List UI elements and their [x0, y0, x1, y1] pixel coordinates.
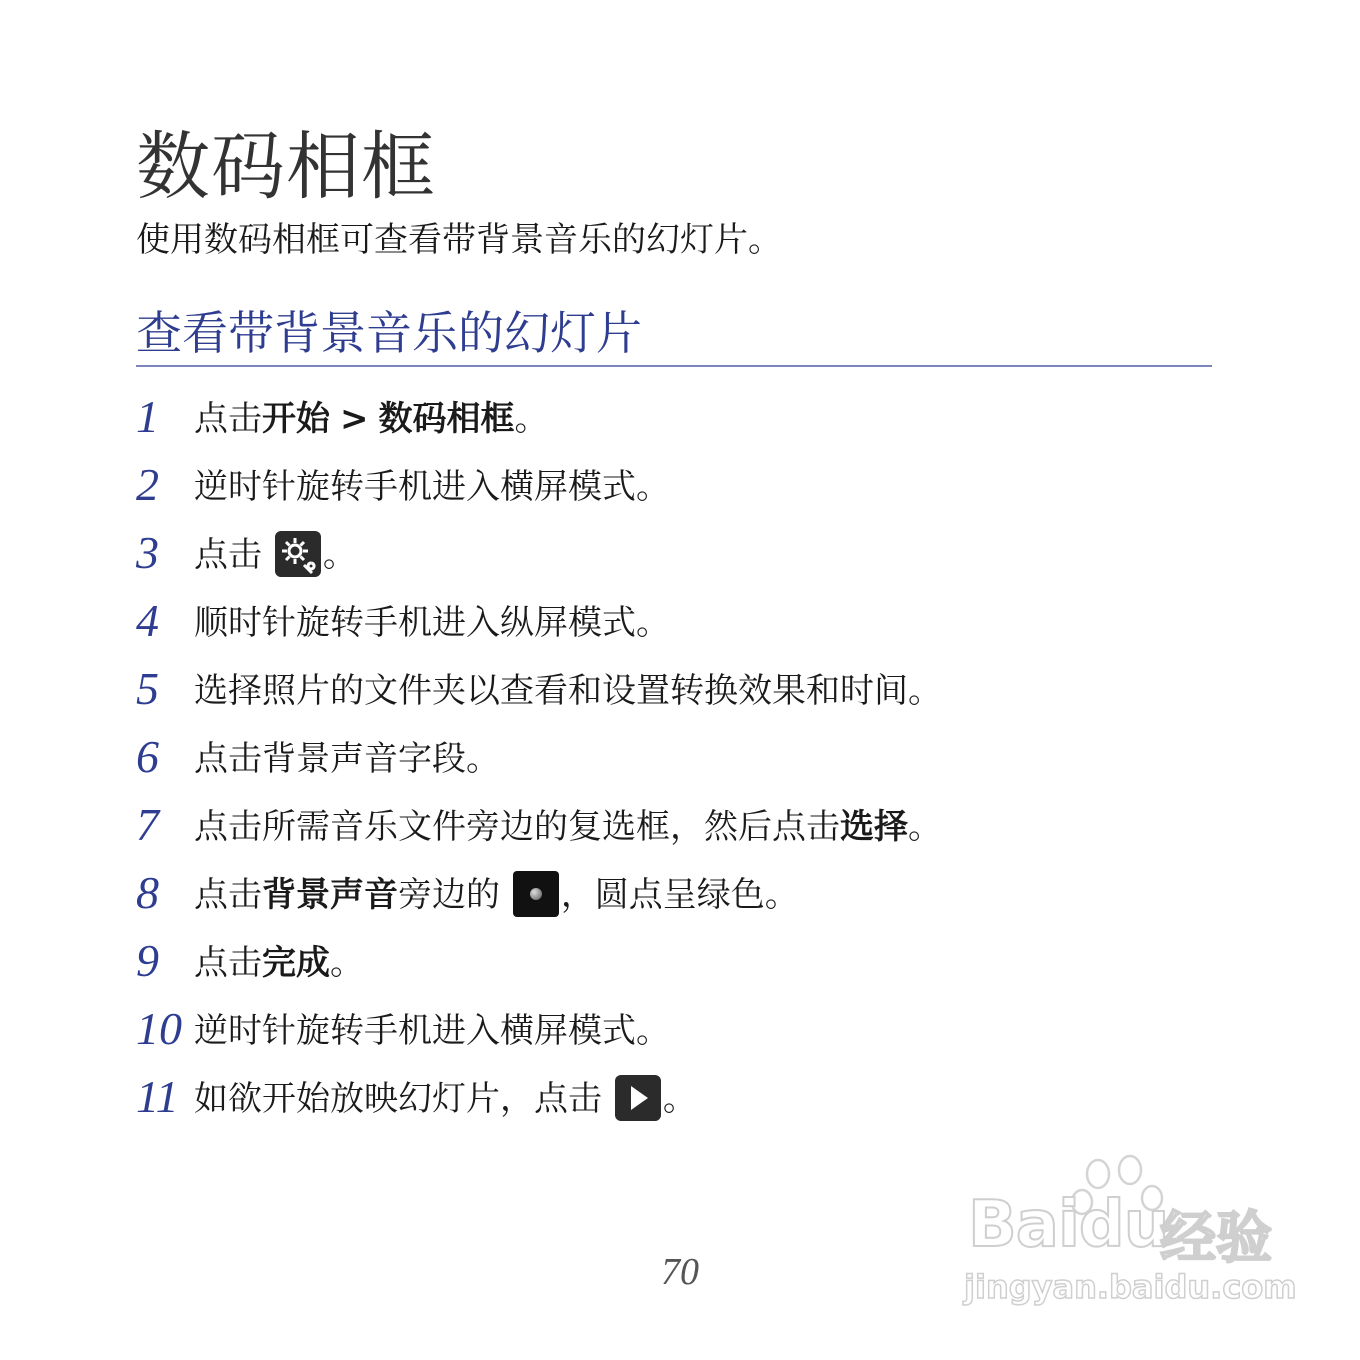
step-number: 3	[136, 527, 159, 578]
step-8	[136, 864, 1216, 932]
step-number: 2	[136, 459, 159, 510]
step-text: 点击背景声音旁边的 ，圆点呈绿色。	[194, 870, 799, 920]
menu-digital-frame: 数码相框	[378, 399, 515, 439]
step-number: 8	[136, 867, 159, 918]
steps-list	[136, 388, 1216, 1136]
step-5	[136, 660, 1216, 728]
step-1	[136, 388, 1216, 456]
section-rule	[136, 365, 1212, 367]
step-number: 6	[136, 731, 159, 782]
step-number: 4	[136, 595, 159, 646]
step-11	[136, 1068, 1216, 1136]
step-number: 11	[136, 1071, 179, 1122]
menu-start: 开始	[262, 399, 330, 439]
step-10	[136, 1000, 1216, 1068]
radio-button-icon	[513, 871, 559, 917]
step-6	[136, 728, 1216, 796]
background-sound-label: 背景声音	[262, 875, 398, 915]
step-text: 顺时针旋转手机进入纵屏模式。	[194, 603, 670, 643]
step-number: 9	[136, 935, 159, 986]
step-text: 点击所需音乐文件旁边的复选框，然后点击选择。	[194, 807, 942, 847]
step-number: 1	[136, 391, 159, 442]
step-text: 点击背景声音字段。	[194, 739, 500, 779]
watermark-cn: 经验	[1160, 1206, 1272, 1271]
radio-dot-icon	[530, 888, 542, 900]
step-text: 点击完成。	[194, 943, 364, 983]
page-title: 数码相框	[136, 124, 436, 210]
watermark-url: jingyan.baidu.com	[964, 1268, 1297, 1306]
baidu-watermark	[960, 1150, 1297, 1310]
step-number: 7	[136, 799, 159, 850]
select-label: 选择	[840, 807, 908, 847]
step-number: 5	[136, 663, 159, 714]
step-3	[136, 524, 1216, 592]
step-7	[136, 796, 1216, 864]
step-text: 点击开始 > 数码相框。	[194, 399, 549, 439]
path-separator: >	[340, 399, 369, 439]
step-4	[136, 592, 1216, 660]
step-text: 选择照片的文件夹以查看和设置转换效果和时间。	[194, 671, 942, 711]
intro-text: 使用数码相框可查看带背景音乐的幻灯片。	[136, 220, 782, 260]
step-text: 逆时针旋转手机进入横屏模式。	[194, 467, 670, 507]
settings-gear-icon	[275, 531, 321, 577]
done-label: 完成	[262, 943, 330, 983]
step-2	[136, 456, 1216, 524]
section-title: 查看带背景音乐的幻灯片	[136, 306, 642, 360]
watermark-word: Baidu	[968, 1188, 1169, 1262]
step-number: 10	[136, 1003, 182, 1054]
step-text: 如欲开始放映幻灯片，点击 。	[194, 1074, 697, 1124]
step-text: 点击 。	[194, 530, 357, 580]
step-text: 逆时针旋转手机进入横屏模式。	[194, 1011, 670, 1051]
step-9	[136, 932, 1216, 1000]
play-icon	[615, 1075, 661, 1121]
page-number: 70	[661, 1251, 699, 1293]
